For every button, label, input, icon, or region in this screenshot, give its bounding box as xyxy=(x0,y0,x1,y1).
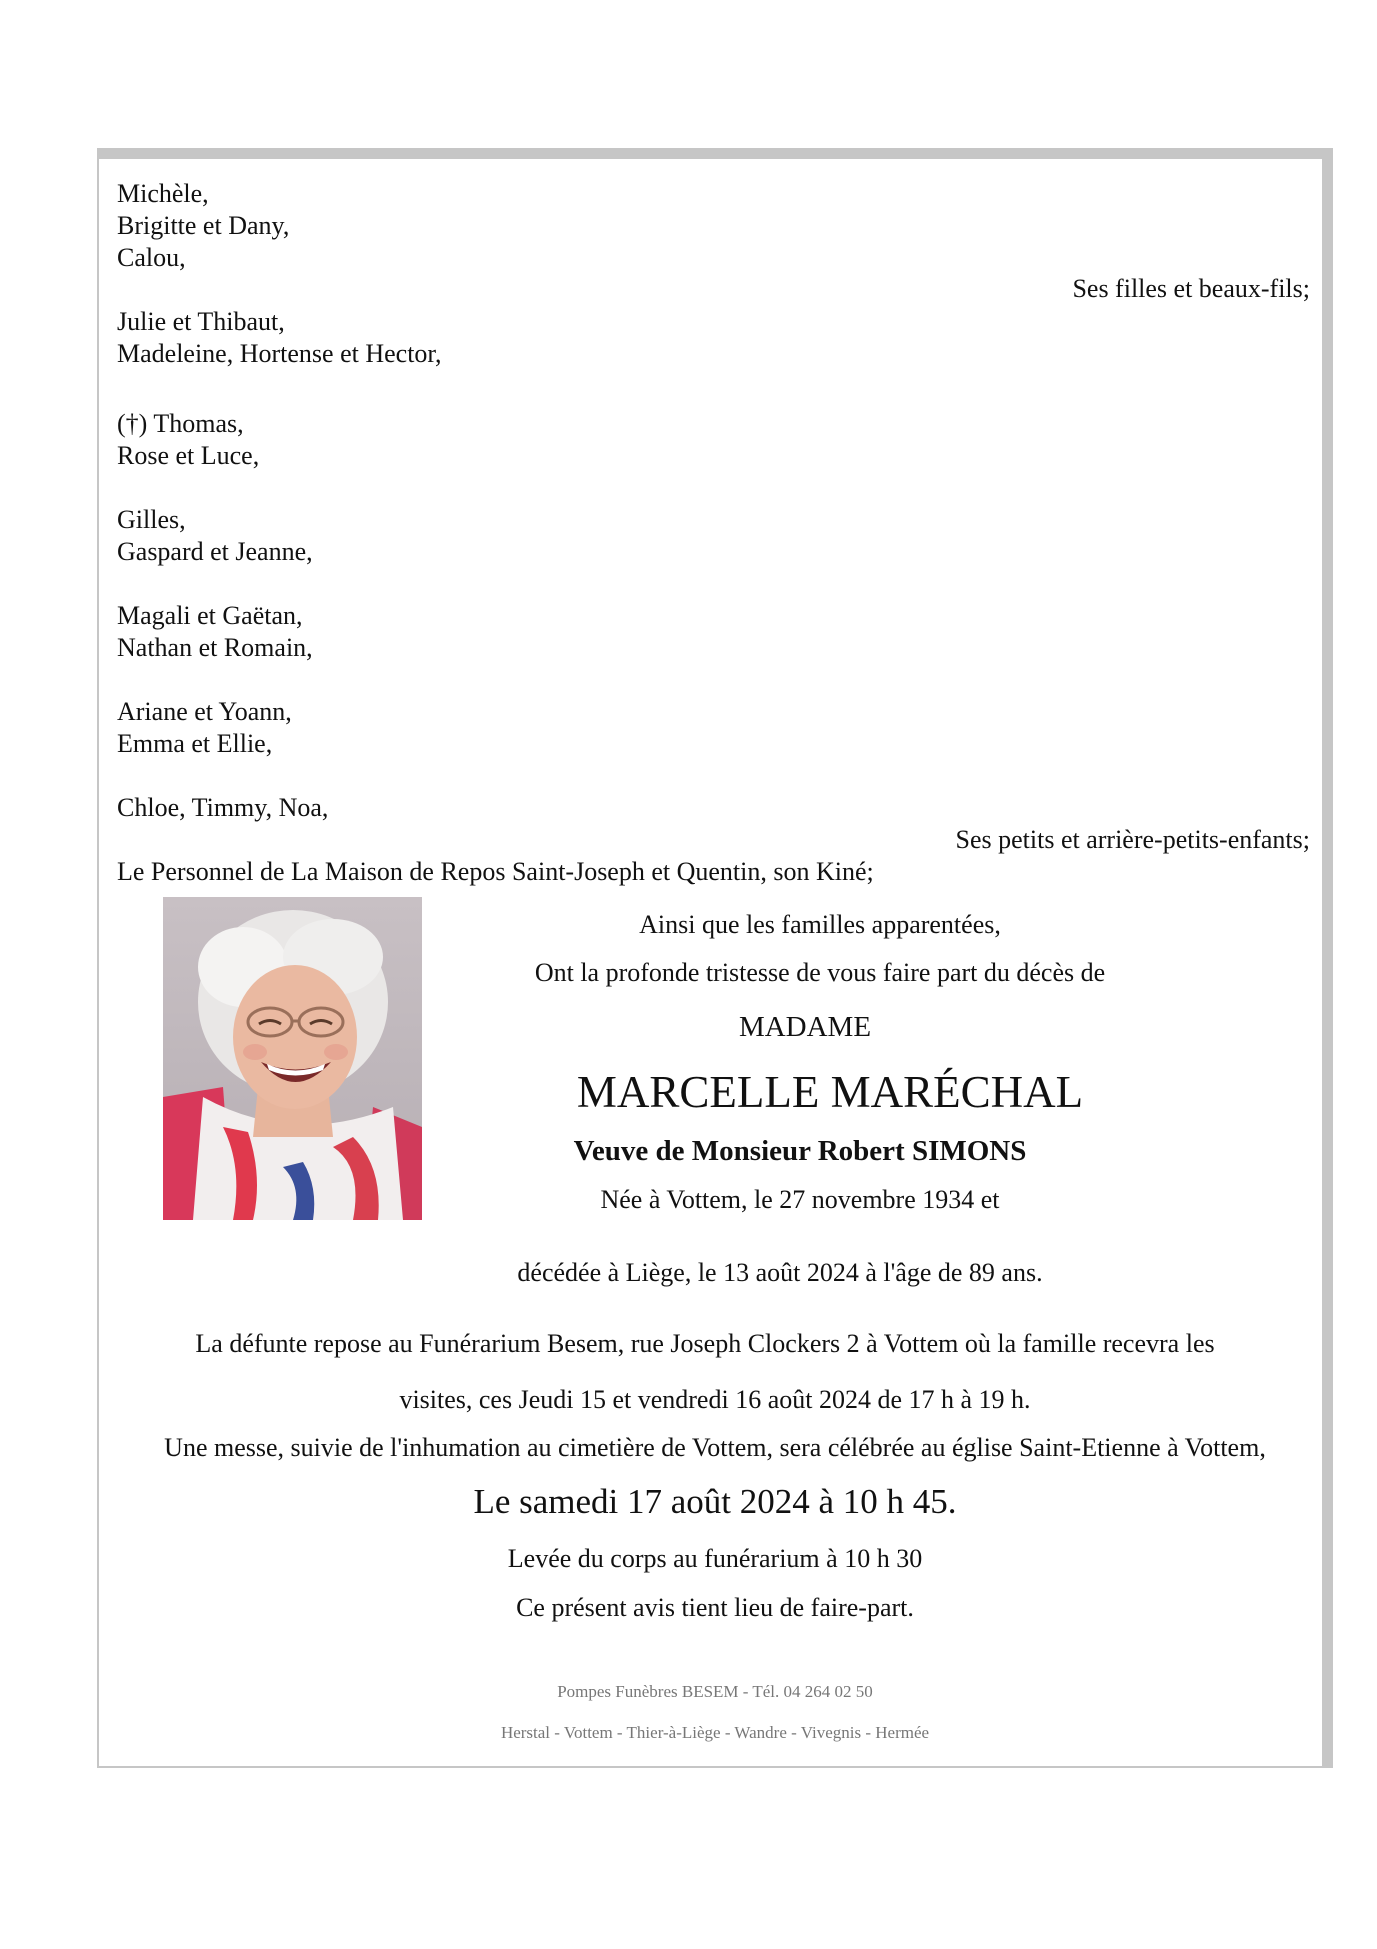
grandchild-name: Julie et Thibaut, xyxy=(117,307,285,336)
relatives-line: Ainsi que les familles apparentées, xyxy=(639,910,1001,939)
grandchild-name: Chloe, Timmy, Noa, xyxy=(117,793,329,822)
mass-date: Le samedi 17 août 2024 à 10 h 45. xyxy=(473,1482,957,1521)
widow-of-line: Veuve de Monsieur Robert SIMONS xyxy=(573,1135,1027,1167)
death-line: décédée à Liège, le 13 août 2024 à l'âge de 89 ans. xyxy=(517,1258,1043,1287)
birth-line: Née à Vottem, le 27 novembre 1934 et xyxy=(600,1185,1000,1214)
grandchild-name: (†) Thomas, xyxy=(117,409,244,438)
child-name: Calou, xyxy=(117,243,186,272)
deceased-photo xyxy=(163,897,422,1220)
grandchild-name: Nathan et Romain, xyxy=(117,633,313,662)
child-name: Brigitte et Dany, xyxy=(117,211,290,240)
levee-line: Levée du corps au funérarium à 10 h 30 xyxy=(507,1544,923,1573)
grandchild-name: Emma et Ellie, xyxy=(117,729,273,758)
grandchild-name: Gaspard et Jeanne, xyxy=(117,537,313,566)
visitation-line-2: visites, ces Jeudi 15 et vendredi 16 août 2024 de 17 h à 19 h. xyxy=(399,1385,1031,1414)
children-label: Ses filles et beaux-fils; xyxy=(1072,274,1310,303)
grandchild-name: Ariane et Yoann, xyxy=(117,697,292,726)
funeral-home-contact: Pompes Funèbres BESEM - Tél. 04 264 02 50 xyxy=(557,1682,873,1701)
grandchildren-label: Ses petits et arrière-petits-enfants; xyxy=(955,825,1310,854)
visitation-line-1: La défunte repose au Funérarium Besem, rue Joseph Clockers 2 à Vottem où la famille recevra les xyxy=(195,1329,1215,1358)
mass-line: Une messe, suivie de l'inhumation au cimetière de Vottem, sera célébrée au église Saint-Etienne à Vottem, xyxy=(164,1433,1266,1462)
grandchild-name: Gilles, xyxy=(117,505,186,534)
grandchild-name: Madeleine, Hortense et Hector, xyxy=(117,339,442,368)
child-name: Michèle, xyxy=(117,179,209,208)
staff-line: Le Personnel de La Maison de Repos Saint-Joseph et Quentin, son Kiné; xyxy=(117,857,874,886)
intro-line: Ont la profonde tristesse de vous faire part du décès de xyxy=(534,958,1106,987)
grandchild-name: Rose et Luce, xyxy=(117,441,260,470)
funeral-home-locations: Herstal - Vottem - Thier-à-Liège - Wandre - Vivegnis - Hermée xyxy=(500,1723,930,1742)
notice-line: Ce présent avis tient lieu de faire-part. xyxy=(516,1593,914,1622)
title-madame: MADAME xyxy=(738,1011,872,1043)
grandchild-name: Magali et Gaëtan, xyxy=(117,601,303,630)
deceased-name: MARCELLE MARÉCHAL xyxy=(576,1067,1084,1117)
